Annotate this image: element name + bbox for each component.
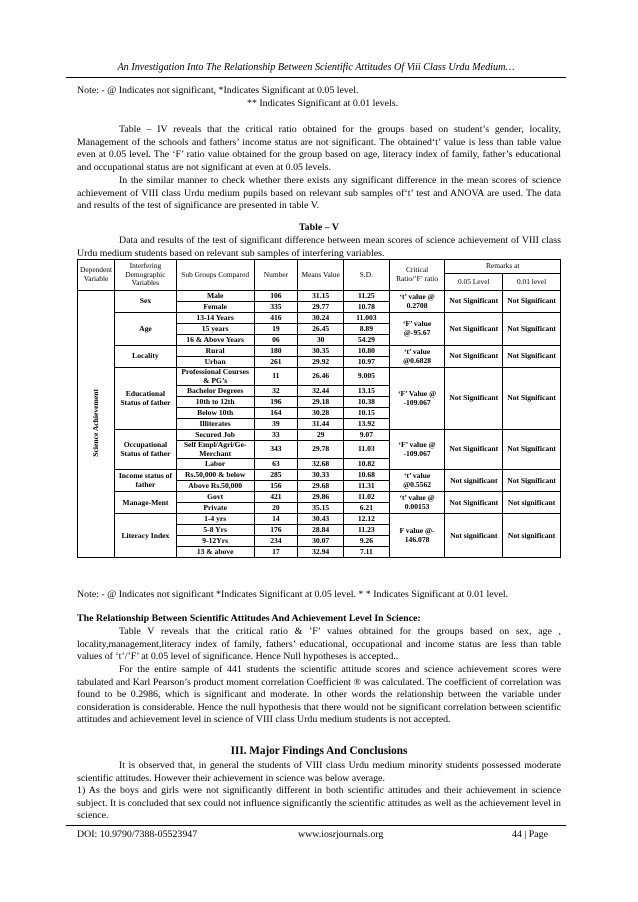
mean-cell: 30.07 (298, 536, 344, 547)
mean-cell: 30.28 (298, 408, 344, 419)
sd-cell: 9.07 (344, 430, 390, 441)
number-cell: 63 (254, 459, 298, 470)
subgroup-cell: 16 & Above Years (176, 335, 254, 346)
sd-cell: 11.03 (344, 441, 390, 459)
remark-01-cell: Not Significant (503, 313, 561, 346)
mean-cell: 29.18 (298, 397, 344, 408)
remark-05-cell: Not significant (445, 514, 503, 558)
group-label-age: Age (115, 313, 177, 346)
mean-cell: 30.43 (298, 514, 344, 525)
table-row (78, 346, 561, 357)
paragraph-correlation: For the entire sample of 441 students the scientific attitude scores and science achievement scores were tabulated and Karl Pearson’s product moment correlation Coefficient ® was calculated. The coefficient of correlation was found to be 0.2986, which is significant and moderate. In other words the relationship between the variable under consideration is considerable. Hence the null hypothesis that there would not be significant correlation between scientific attitudes and achievement level in science of VIII class Urdu medium students is not accepted. (77, 664, 561, 726)
subgroup-cell: Female (176, 302, 254, 313)
sd-cell: 10.15 (344, 408, 390, 419)
header-level01: 0.01 level (503, 274, 561, 291)
mean-cell: 29 (298, 430, 344, 441)
header-means: Means Value (298, 260, 344, 291)
sd-cell: 10.80 (344, 346, 390, 357)
subgroup-cell: Urban (176, 357, 254, 368)
subgroup-cell: Male (176, 291, 254, 302)
sd-cell: 10.38 (344, 397, 390, 408)
table-row (78, 470, 561, 481)
mean-cell: 29.77 (298, 302, 344, 313)
mean-cell: 29.86 (298, 492, 344, 503)
mean-cell: 26.45 (298, 324, 344, 335)
number-cell: 39 (254, 419, 298, 430)
group-label-education: Educational Status of father (115, 368, 177, 430)
mean-cell: 31.15 (298, 291, 344, 302)
number-cell: 285 (254, 470, 298, 481)
footer-doi: DOI: 10.9790/7388-05523947 (77, 829, 198, 840)
subgroup-cell: Illiterates (176, 419, 254, 430)
table-row (78, 368, 561, 386)
sd-cell: 7.11 (344, 547, 390, 558)
critical-ratio-cell: ‘t’ value @0.5562 (389, 470, 445, 492)
remark-05-cell: Not Significant (445, 368, 503, 430)
subgroup-cell: Secured Job (176, 430, 254, 441)
table-row (78, 492, 561, 503)
note-top-line2: ** Indicates Significant at 0.01 levels. (247, 98, 399, 109)
sd-cell: 11.02 (344, 492, 390, 503)
table-row (78, 313, 561, 324)
subgroup-cell: 10th to 12th (176, 397, 254, 408)
sd-cell: 10.78 (344, 302, 390, 313)
critical-ratio-cell: ‘F’ value @ -109.067 (389, 430, 445, 470)
header-dependent: Dependent Variable (78, 260, 115, 291)
number-cell: 06 (254, 335, 298, 346)
results-table (77, 259, 561, 558)
subgroup-cell: Labor (176, 459, 254, 470)
group-label-income: Income status of father (115, 470, 177, 492)
table-row (78, 430, 561, 441)
mean-cell: 30 (298, 335, 344, 346)
sd-cell: 9.26 (344, 536, 390, 547)
remark-05-cell: Not Significant (445, 313, 503, 346)
sd-cell: 10.82 (344, 459, 390, 470)
group-label-management: Manage-Ment (115, 492, 177, 514)
sd-cell: 9.005 (344, 368, 390, 386)
subgroup-cell: 5-8 Yrs (176, 525, 254, 536)
header-critical: Critical Ratio/’F’ ratio (389, 260, 445, 291)
table-row (78, 291, 561, 302)
number-cell: 234 (254, 536, 298, 547)
sd-cell: 6.21 (344, 503, 390, 514)
table-body (78, 291, 561, 558)
mean-cell: 28.84 (298, 525, 344, 536)
sd-cell: 12.12 (344, 514, 390, 525)
remark-01-cell: Not Significant (503, 430, 561, 470)
mean-cell: 29.78 (298, 441, 344, 459)
sd-cell: 10.97 (344, 357, 390, 368)
mean-cell: 31.44 (298, 419, 344, 430)
critical-ratio-cell: F value @- 146.078 (389, 514, 445, 558)
number-cell: 17 (254, 547, 298, 558)
number-cell: 19 (254, 324, 298, 335)
paragraph-table4-review: Table – IV reveals that the critical ratio obtained for the groups based on student’s gender, locality, Management of the schools and fathers’ income status are not significant. The obtained‘t’ value is less than table value even at 0.05 level. The ‘F’ ratio value obtained for the group based on age, literacy index of family, father’s educational and occupational status are not significant at even at 0.05 levels. (77, 124, 561, 173)
critical-ratio-cell: ‘t’ value @ 0.00153 (389, 492, 445, 514)
sd-cell: 11.25 (344, 291, 390, 302)
remark-01-cell: Not Significant (503, 368, 561, 430)
sd-cell: 8.89 (344, 324, 390, 335)
sd-cell: 13.15 (344, 386, 390, 397)
subgroup-cell: Govt (176, 492, 254, 503)
critical-ratio-cell: ‘F’ value @-95.67 (389, 313, 445, 346)
note-bottom: Note: - @ Indicates not significant *Indicates Significant at 0.05 level. * * Indicates Significant at 0.01 level. (77, 589, 509, 600)
header-interfering: Interfering Demographic Variables (115, 260, 177, 291)
critical-ratio-cell: ‘F’ Value @ -109.067 (389, 368, 445, 430)
number-cell: 416 (254, 313, 298, 324)
running-title: An Investigation Into The Relationship Between Scientific Attitudes Of Viii Class Urdu Medium… (117, 62, 515, 73)
paragraph-findings: It is observed that, in general the students of VIII class Urdu medium minority students possessed moderate scientific attitudes. However their achievement in science was below average. (77, 760, 561, 784)
mean-cell: 26.46 (298, 368, 344, 386)
subgroup-cell: Rs.50,000 & below (176, 470, 254, 481)
subgroup-cell: Above Rs.50,000 (176, 481, 254, 492)
subgroup-cell: Below 10th (176, 408, 254, 419)
group-label-locality: Locality (115, 346, 177, 368)
subgroup-cell: 1-4 yrs (176, 514, 254, 525)
remark-05-cell: Not Significant (445, 291, 503, 313)
note-top-line1: Note: - @ Indicates not significant, *Indicates Significant at 0.05 level. (77, 85, 359, 96)
paragraph-finding-1: 1) As the boys and girls were not significantly different in both scientific attitudes and their achievement in science subject. It is concluded that sex could not influence significantly the scientific attitudes as well as the achievement level in science. (77, 785, 561, 822)
sd-cell: 11.31 (344, 481, 390, 492)
group-label-occupation: Occupational Status of father (115, 430, 177, 470)
number-cell: 32 (254, 386, 298, 397)
remark-05-cell: Not significant (445, 470, 503, 492)
mean-cell: 29.68 (298, 481, 344, 492)
mean-cell: 30.33 (298, 470, 344, 481)
critical-ratio-cell: ‘t’ value @0.6828 (389, 346, 445, 368)
number-cell: 106 (254, 291, 298, 302)
number-cell: 164 (254, 408, 298, 419)
footer-website[interactable]: www.iosrjournals.org (298, 829, 384, 840)
header-rule (66, 77, 566, 78)
number-cell: 335 (254, 302, 298, 313)
table-row (78, 514, 561, 525)
remark-05-cell: Not Significant (445, 346, 503, 368)
sd-cell: 10.68 (344, 470, 390, 481)
table-title: Table – V (298, 222, 340, 233)
header-sd: S.D. (344, 260, 390, 291)
number-cell: 14 (254, 514, 298, 525)
number-cell: 20 (254, 503, 298, 514)
mean-cell: 35.15 (298, 503, 344, 514)
mean-cell: 30.24 (298, 313, 344, 324)
number-cell: 11 (254, 368, 298, 386)
critical-ratio-cell: ‘t’ value @ 0.2708 (389, 291, 445, 313)
mean-cell: 32.94 (298, 547, 344, 558)
subgroup-cell: Professional Courses & PG’s (176, 368, 254, 386)
number-cell: 261 (254, 357, 298, 368)
subgroup-cell: 13-14 Years (176, 313, 254, 324)
mean-cell: 32.68 (298, 459, 344, 470)
dependent-variable-label: Science Achievement (90, 389, 100, 457)
group-label-sex: Sex (115, 291, 177, 313)
paragraph-table5-review: Table V reveals that the critical ratio & ’F’ values obtained for the groups based on sex, age , locality,management,literacy index of family, fathers’ educational, occupational and income status are less than table values of ‘t’/’F’ at 0.05 level of significance. Hence Null hypotheses is accepted.. (77, 626, 561, 663)
remark-05-cell: Not Significant (445, 430, 503, 470)
number-cell: 421 (254, 492, 298, 503)
group-label-literacy: Literacy Index (115, 514, 177, 558)
header-number: Number (254, 260, 298, 291)
header-remarks: Remarks at (445, 260, 561, 274)
remark-05-cell: Not Significant (445, 492, 503, 514)
remark-01-cell: Not Significant (503, 346, 561, 368)
mean-cell: 32.44 (298, 386, 344, 397)
section-heading-findings: III. Major Findings And Conclusions (230, 745, 408, 757)
number-cell: 176 (254, 525, 298, 536)
header-subgroups: Sub Groups Compared (176, 260, 254, 291)
sd-cell: 13.92 (344, 419, 390, 430)
footer-rule (66, 825, 566, 826)
section-heading-relationship: The Relationship Between Scientific Attitudes And Achievement Level In Science: (77, 613, 421, 624)
sd-cell: 11.23 (344, 525, 390, 536)
paragraph-similar-manner: In the similar manner to check whether there exists any significant difference in the mean scores of science achievement of VIII class Urdu medium pupils based on relevant sub samples of‘t’ test and ANOVA are used. The data and results of the test of significance are presented in table V. (77, 175, 561, 212)
dependent-variable-cell (78, 291, 115, 558)
table-caption: Data and results of the test of significant difference between mean scores of science achievement of VIII class Urdu medium students based on relevant sub samples of interfering variables. (77, 235, 561, 259)
number-cell: 343 (254, 441, 298, 459)
subgroup-cell: Private (176, 503, 254, 514)
sd-cell: 11.003 (344, 313, 390, 324)
remark-01-cell: Not significant (503, 514, 561, 558)
subgroup-cell: 9-12Yrs (176, 536, 254, 547)
number-cell: 180 (254, 346, 298, 357)
mean-cell: 30.35 (298, 346, 344, 357)
number-cell: 196 (254, 397, 298, 408)
mean-cell: 29.92 (298, 357, 344, 368)
remark-01-cell: Not Significant (503, 470, 561, 492)
sd-cell: 54.29 (344, 335, 390, 346)
number-cell: 156 (254, 481, 298, 492)
subgroup-cell: Self Empl/Agri/Ge-Merchant (176, 441, 254, 459)
remark-01-cell: Not Significant (503, 291, 561, 313)
subgroup-cell: Bachelor Degrees (176, 386, 254, 397)
header-level05: 0.05 Level (445, 274, 503, 291)
footer-page-number: 44 | Page (512, 829, 548, 840)
subgroup-cell: 13 & above (176, 547, 254, 558)
subgroup-cell: 15 years (176, 324, 254, 335)
remark-01-cell: Not significant (503, 492, 561, 514)
number-cell: 33 (254, 430, 298, 441)
subgroup-cell: Rural (176, 346, 254, 357)
